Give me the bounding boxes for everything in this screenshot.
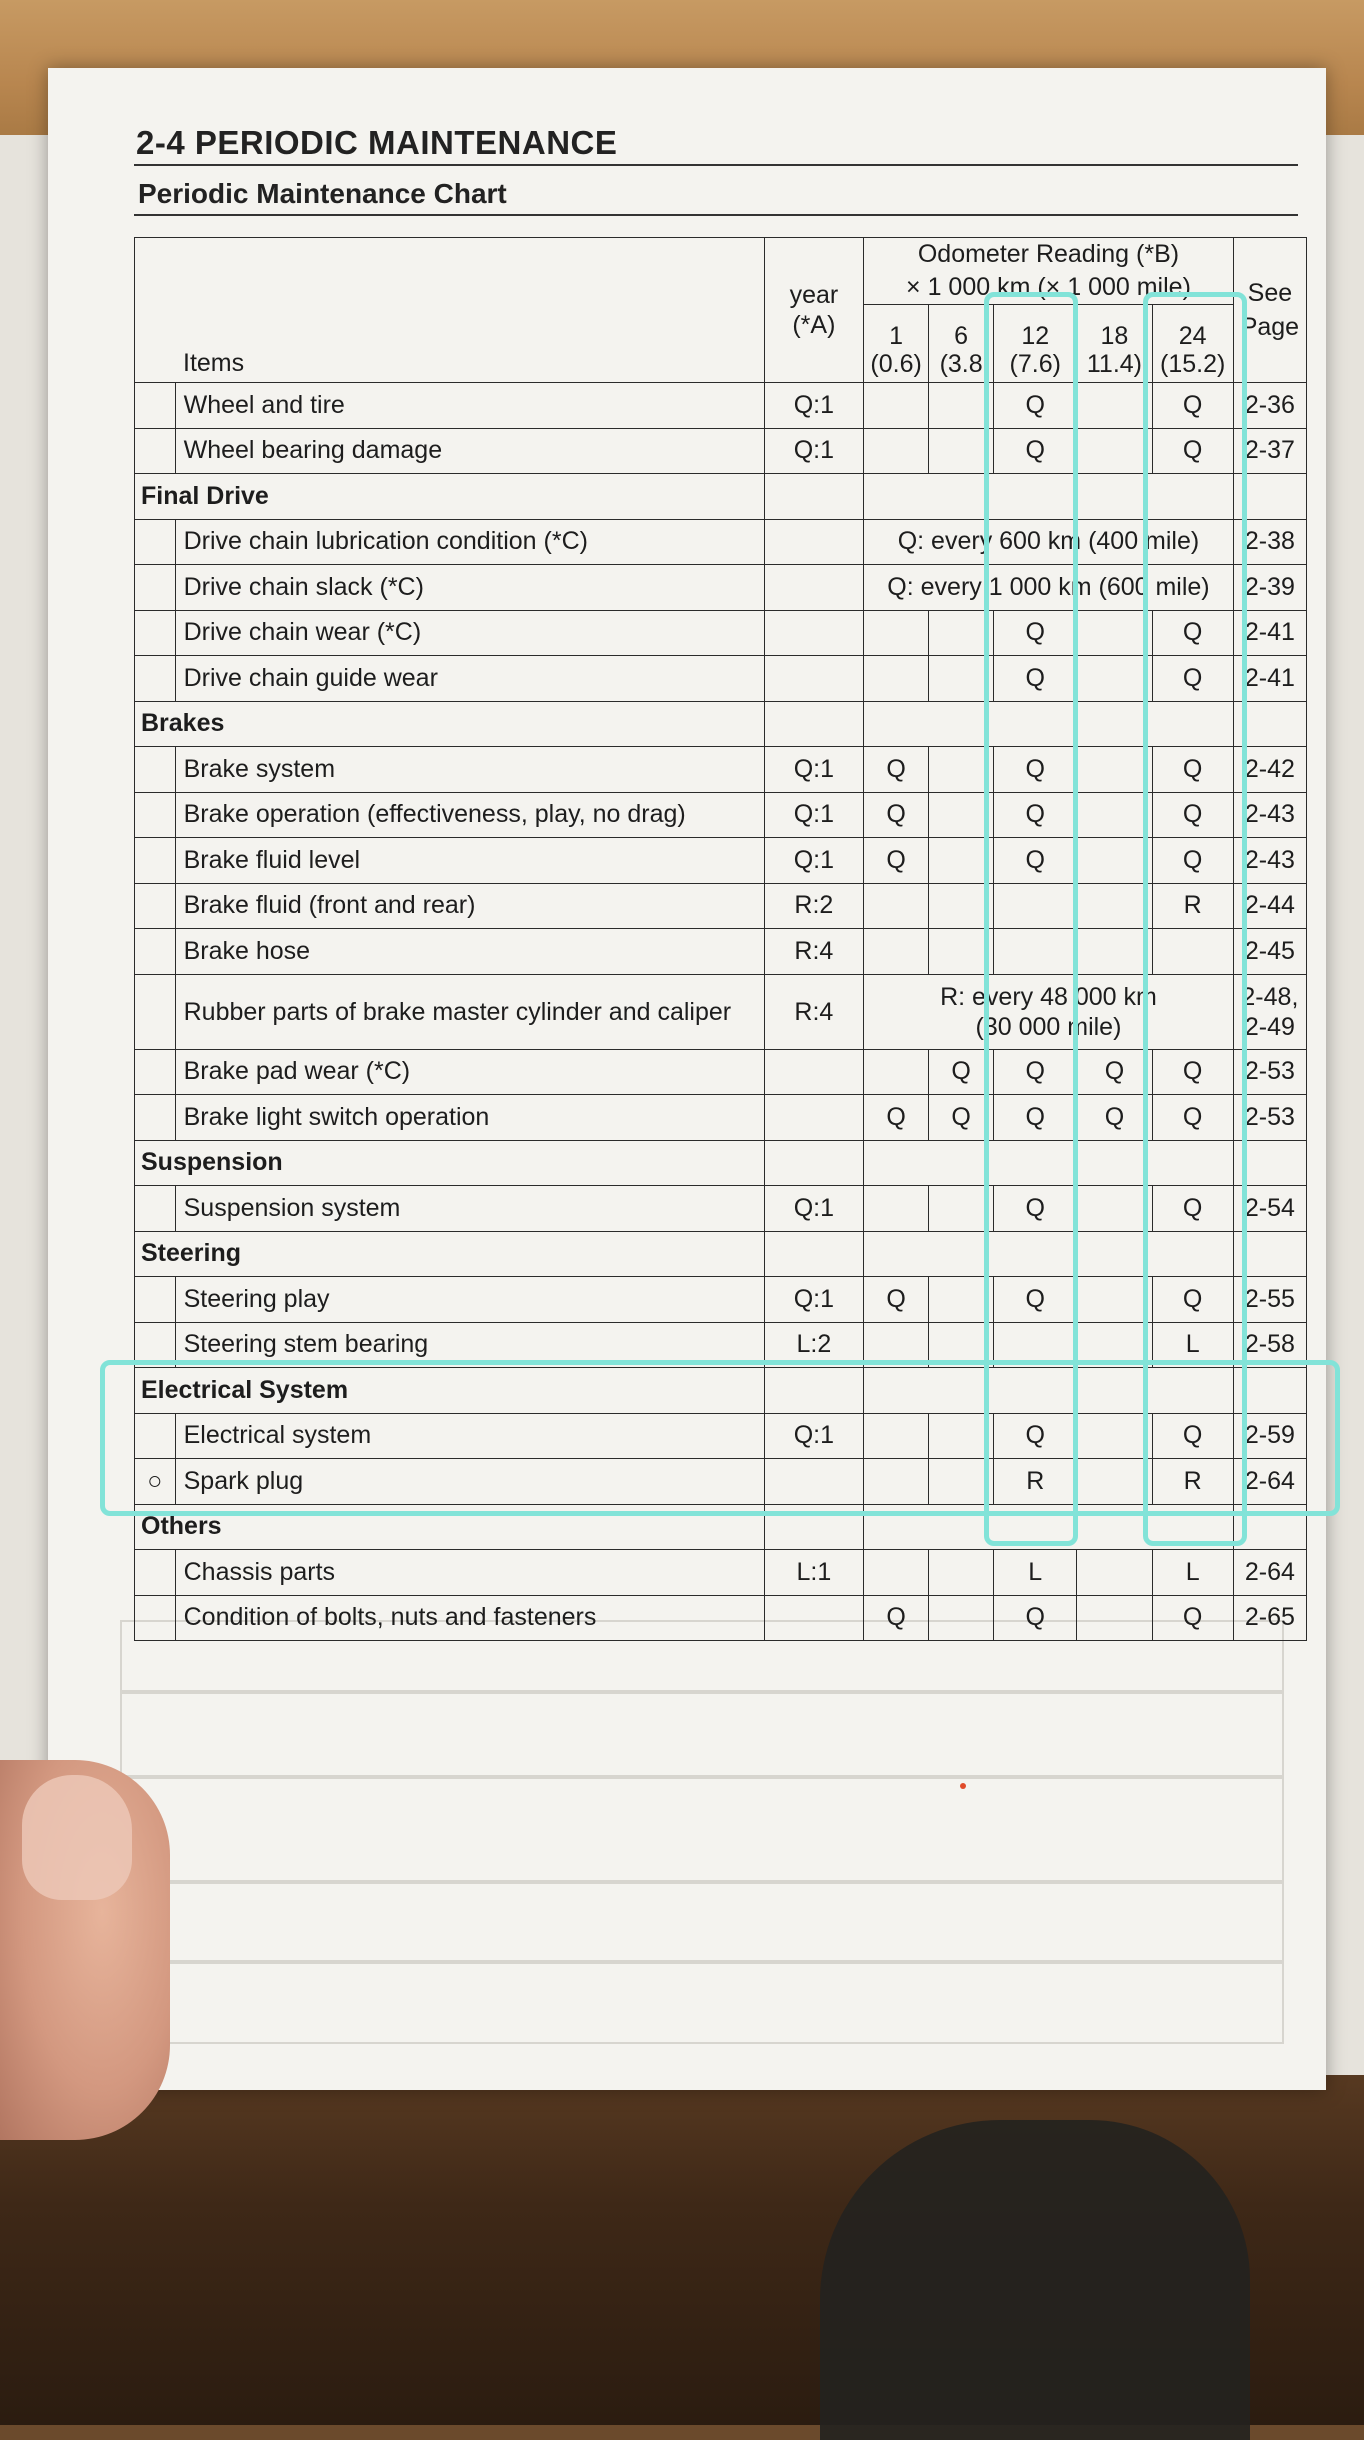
bleed-through-line bbox=[120, 1690, 1284, 1694]
table-row: Condition of bolts, nuts and fasteners Q Q Q 2-65 bbox=[135, 1595, 1307, 1641]
year-header: year (*A) bbox=[764, 238, 864, 383]
lubricate-oilcan-icon: L bbox=[1152, 1322, 1233, 1368]
inspect-magnifier-icon: Q bbox=[1152, 838, 1233, 884]
table-row: Brake fluid (front and rear) R:2 R 2-44 bbox=[135, 883, 1307, 929]
inspect-magnifier-icon: Q bbox=[994, 792, 1077, 838]
dark-object bbox=[820, 2120, 1250, 2440]
red-speck bbox=[960, 1783, 966, 1789]
inspect-magnifier-icon: Q bbox=[1077, 1049, 1152, 1095]
inspect-magnifier-icon: Q bbox=[994, 656, 1077, 702]
section-title: 2-4 PERIODIC MAINTENANCE bbox=[136, 124, 618, 161]
inspect-magnifier-icon: Q bbox=[994, 610, 1077, 656]
inspect-magnifier-icon: Q bbox=[994, 383, 1077, 429]
category-row: Suspension bbox=[135, 1140, 1307, 1186]
col-header-6: 6 (3.8 bbox=[929, 305, 994, 383]
chart-title: Periodic Maintenance Chart bbox=[138, 178, 507, 209]
inspect-magnifier-icon: Q bbox=[1152, 1095, 1233, 1141]
inspect-magnifier-icon: Q bbox=[994, 1049, 1077, 1095]
inspect-magnifier-icon: Q bbox=[1152, 1277, 1233, 1323]
year-note: (*A) bbox=[792, 311, 836, 339]
spark-plug-marker: ○ bbox=[135, 1459, 176, 1505]
table-row: Brake system Q:1 Q Q Q 2-42 bbox=[135, 747, 1307, 793]
category-row: Brakes bbox=[135, 701, 1307, 747]
inspect-magnifier-icon: Q bbox=[994, 1277, 1077, 1323]
table-row: Brake light switch operation Q Q Q Q Q 2-53 bbox=[135, 1095, 1307, 1141]
table-row: Brake fluid level Q:1 Q Q Q 2-43 bbox=[135, 838, 1307, 884]
inspect-magnifier-icon: Q bbox=[994, 1595, 1077, 1641]
replace-arrows-icon: R bbox=[994, 1459, 1077, 1505]
inspect-magnifier-icon: Q bbox=[994, 747, 1077, 793]
category-row: Steering bbox=[135, 1231, 1307, 1277]
table-row: ○ Spark plug R R 2-64 bbox=[135, 1459, 1307, 1505]
see-page-header: See Page bbox=[1233, 238, 1306, 383]
inspect-magnifier-icon: Q bbox=[1152, 747, 1233, 793]
inspect-magnifier-icon: Q bbox=[864, 1277, 929, 1323]
odometer-units: × 1 000 km (× 1 000 mile) bbox=[906, 273, 1191, 302]
table-row: Rubber parts of brake master cylinder and caliper R:4 R: every 48 000 km (30 000 mile) 2-48, 2-49 bbox=[135, 974, 1307, 1049]
lubricate-oilcan-icon: L bbox=[1152, 1550, 1233, 1596]
table-row: Brake operation (effectiveness, play, no drag) Q:1 Q Q Q 2-43 bbox=[135, 792, 1307, 838]
maintenance-chart bbox=[134, 237, 1307, 1641]
inspect-magnifier-icon: Q bbox=[994, 428, 1077, 474]
inspect-magnifier-icon: Q bbox=[864, 1095, 929, 1141]
bleed-through-line bbox=[120, 1960, 1284, 1964]
inspect-magnifier-icon: Q bbox=[929, 1049, 994, 1095]
inspect-magnifier-icon: Q bbox=[1152, 792, 1233, 838]
table-row: Electrical system Q:1 Q Q 2-59 bbox=[135, 1413, 1307, 1459]
table-row: Drive chain wear (*C) Q Q 2-41 bbox=[135, 610, 1307, 656]
table-row: Steering play Q:1 Q Q Q 2-55 bbox=[135, 1277, 1307, 1323]
replace-arrows-icon: R bbox=[1152, 883, 1233, 929]
items-header: Items bbox=[183, 349, 245, 377]
inspect-magnifier-icon: Q bbox=[864, 838, 929, 884]
table-row: Steering stem bearing L:2 L 2-58 bbox=[135, 1322, 1307, 1368]
replace-arrows-icon: R bbox=[1152, 1459, 1233, 1505]
col-header-18: 18 11.4) bbox=[1077, 305, 1152, 383]
bleed-through-line bbox=[120, 1880, 1284, 1884]
header-row-odometer bbox=[135, 238, 1307, 305]
col-header-1: 1 (0.6) bbox=[864, 305, 929, 383]
table-row: Drive chain slack (*C) Q: every 1 000 km (600 mile) 2-39 bbox=[135, 565, 1307, 611]
category-row: Others bbox=[135, 1504, 1307, 1550]
bleed-through-grid bbox=[120, 1620, 1284, 2044]
table-row: Chassis parts L:1 L L 2-64 bbox=[135, 1550, 1307, 1596]
inspect-magnifier-icon: Q bbox=[1077, 1095, 1152, 1141]
inspect-magnifier-icon: Q bbox=[1152, 1413, 1233, 1459]
col-header-12: 12 (7.6) bbox=[994, 305, 1077, 383]
inspect-magnifier-icon: Q bbox=[994, 1095, 1077, 1141]
inspect-magnifier-icon: Q bbox=[1152, 383, 1233, 429]
table-row: Drive chain guide wear Q Q 2-41 bbox=[135, 656, 1307, 702]
table-row: Suspension system Q:1 Q Q 2-54 bbox=[135, 1186, 1307, 1232]
title-rule bbox=[134, 214, 1298, 216]
bleed-through-line bbox=[120, 1775, 1284, 1779]
lubricate-oilcan-icon: L bbox=[994, 1550, 1077, 1596]
inspect-magnifier-icon: Q bbox=[929, 1095, 994, 1141]
inspect-magnifier-icon: Q bbox=[1152, 428, 1233, 474]
inspect-magnifier-icon: Q bbox=[994, 838, 1077, 884]
table-row: Wheel and tire Q:1 Q Q 2-36 bbox=[135, 383, 1307, 429]
category-row: Electrical System bbox=[135, 1368, 1307, 1414]
title-rule bbox=[134, 164, 1298, 166]
inspect-magnifier-icon: Q bbox=[994, 1413, 1077, 1459]
inspect-magnifier-icon: Q bbox=[994, 1186, 1077, 1232]
table-row: Brake hose R:4 2-45 bbox=[135, 929, 1307, 975]
table-row: Drive chain lubrication condition (*C) Q: every 600 km (400 mile) 2-38 bbox=[135, 519, 1307, 565]
col-header-24: 24 (15.2) bbox=[1152, 305, 1233, 383]
table-row: Brake pad wear (*C) Q Q Q Q 2-53 bbox=[135, 1049, 1307, 1095]
inspect-magnifier-icon: Q bbox=[864, 747, 929, 793]
inspect-magnifier-icon: Q bbox=[864, 792, 929, 838]
inspect-magnifier-icon: Q bbox=[864, 1595, 929, 1641]
inspect-magnifier-icon: Q bbox=[1152, 656, 1233, 702]
table-row: Wheel bearing damage Q:1 Q Q 2-37 bbox=[135, 428, 1307, 474]
inspect-magnifier-icon: Q bbox=[1152, 610, 1233, 656]
thumbnail-nail bbox=[22, 1775, 132, 1900]
category-row: Final Drive bbox=[135, 474, 1307, 520]
inspect-magnifier-icon: Q bbox=[1152, 1595, 1233, 1641]
inspect-magnifier-icon: Q bbox=[1152, 1186, 1233, 1232]
odometer-header: Odometer Reading (*B) × 1 000 km (× 1 000 mile) bbox=[864, 238, 1234, 305]
inspect-magnifier-icon: Q bbox=[1152, 1049, 1233, 1095]
